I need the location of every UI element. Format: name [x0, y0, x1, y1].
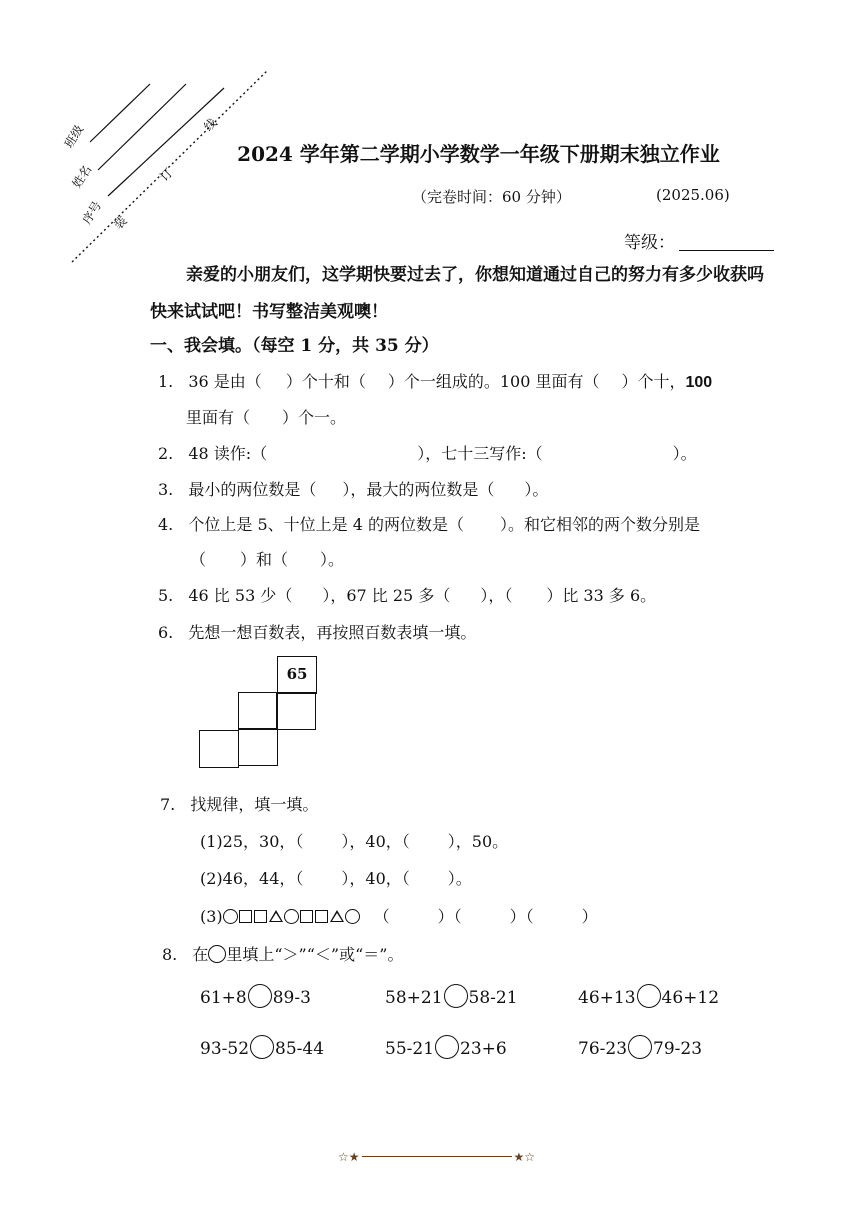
question-5	[158, 583, 656, 606]
hundred-chart-box[interactable]	[276, 692, 316, 730]
seat-label: 序号	[79, 198, 105, 227]
q4-line2-b: ）和（	[240, 550, 289, 569]
q1-part-c: ）个一组成的。100 里面有（	[387, 372, 600, 391]
intro-line-2: 快来试试吧！书写整洁美观噢！	[150, 302, 388, 322]
binding-margin	[28, 70, 278, 270]
q1-line-2: 里面有（ ）个一。	[186, 408, 347, 427]
circle-shape	[345, 909, 360, 924]
compare-circle[interactable]	[637, 984, 661, 1008]
compare-item	[385, 984, 518, 1008]
hundred-chart-box-given: 65	[277, 656, 317, 694]
compare-right: 23+6	[460, 1039, 507, 1059]
pattern-sequence	[223, 907, 360, 926]
compare-circle[interactable]	[435, 1035, 459, 1059]
q4-number: 4.	[158, 515, 174, 534]
triangle-shape	[330, 910, 344, 922]
compare-left: 58+21	[385, 988, 443, 1008]
square-shape	[239, 910, 252, 923]
hundred-chart-box[interactable]	[199, 730, 239, 768]
exam-date: (2025.06)	[656, 186, 730, 204]
q8-text-b: 里填上“＞”“＜”或“＝”。	[226, 945, 404, 964]
q7-1-b: ），40，（	[341, 832, 410, 851]
q8-text-a: 在	[192, 945, 209, 964]
q2-number: 2.	[158, 444, 174, 463]
footer-ornament	[338, 1150, 535, 1164]
compare-item	[200, 984, 311, 1008]
q8-number: 8.	[162, 945, 178, 964]
q6-number: 6.	[158, 623, 174, 642]
q7-2-c: ）。	[447, 869, 472, 888]
compare-item	[578, 1035, 702, 1059]
name-label: 姓名	[69, 162, 95, 191]
square-shape	[315, 910, 328, 923]
square-shape	[254, 910, 267, 923]
q1-number: 1.	[158, 372, 174, 391]
q7-3-label: (3)	[200, 907, 223, 926]
compare-item	[200, 1035, 324, 1059]
circle-icon	[208, 945, 226, 963]
q3-part-b: ），最大的两位数是（	[342, 480, 495, 499]
hundred-chart-box[interactable]	[238, 728, 278, 766]
q7-part-3	[200, 904, 598, 927]
q1-part-e: 100	[685, 374, 713, 391]
section-heading: 一、我会填。（每空 1 分，共 35 分）	[150, 336, 439, 356]
q4-part-b: ）。和它相邻的两个数分别是	[499, 515, 700, 534]
xian-char: 线	[201, 115, 220, 135]
class-label: 班级	[61, 122, 87, 151]
compare-right: 85-44	[275, 1039, 325, 1059]
compare-item	[578, 984, 719, 1008]
grade-label: 等级：	[624, 233, 675, 253]
q5-number: 5.	[158, 586, 174, 605]
q2-part-a: 48 读作:（	[188, 444, 268, 463]
compare-circle[interactable]	[628, 1035, 652, 1059]
q7-3-blanks[interactable]: （ ）（ ）（ ）	[373, 907, 598, 926]
compare-item	[385, 1035, 507, 1059]
q5-part-a: 46 比 53 少（	[188, 586, 293, 605]
compare-right: 79-23	[653, 1039, 703, 1059]
compare-left: 76-23	[578, 1039, 628, 1059]
compare-left: 61+8	[200, 988, 247, 1008]
q4-line-2	[190, 547, 344, 570]
time-limit: （完卷时间：60 分钟）	[412, 188, 571, 206]
compare-right: 89-3	[272, 988, 311, 1008]
triangle-shape	[269, 910, 283, 922]
question-8	[162, 942, 403, 965]
ding-char: 订	[157, 165, 176, 185]
q1-part-a: 36 是由（	[188, 372, 262, 391]
compare-left: 46+13	[578, 988, 636, 1008]
q7-number: 7.	[160, 795, 176, 814]
q7-1-a: 25，30，（	[222, 832, 304, 851]
q2-part-c: ）。	[672, 444, 697, 463]
circle-shape	[284, 909, 299, 924]
q5-part-b: ），67 比 25 多（	[322, 586, 451, 605]
q7-2-label: (2)	[200, 869, 223, 888]
compare-circle[interactable]	[250, 1035, 274, 1059]
compare-left: 55-21	[385, 1039, 435, 1059]
q7-part-1	[200, 829, 508, 852]
q7-2-a: 46，44，（	[222, 869, 304, 888]
q7-2-b: ），40，（	[341, 869, 410, 888]
compare-left: 93-52	[200, 1039, 250, 1059]
question-6	[158, 620, 476, 643]
q7-1-c: ），50。	[447, 832, 509, 851]
footer-divider	[362, 1156, 512, 1157]
q7-text: 找规律，填一填。	[190, 795, 319, 814]
q5-part-c: ），（	[480, 586, 513, 605]
q4-line2-a: （	[190, 550, 207, 569]
q3-part-c: ）。	[524, 480, 549, 499]
question-7	[160, 792, 318, 815]
question-4	[158, 512, 700, 535]
question-3	[158, 477, 548, 500]
intro-line-1: 亲爱的小朋友们，这学期快要过去了，你想知道通过自己的努力有多少收获吗	[186, 265, 764, 285]
grade-blank[interactable]	[679, 250, 774, 251]
q3-part-a: 最小的两位数是（	[188, 480, 317, 499]
compare-circle[interactable]	[248, 984, 272, 1008]
q1-part-b: ）个十和（	[285, 372, 366, 391]
zhuang-char: 装	[111, 213, 130, 233]
q3-number: 3.	[158, 480, 174, 499]
q4-part-a: 个位上是 5、十位上是 4 的两位数是（	[188, 515, 464, 534]
q7-part-2	[200, 866, 472, 889]
q4-line2-c: ）。	[320, 550, 345, 569]
circle-shape	[223, 909, 238, 924]
star-icon: ★☆	[513, 1150, 536, 1164]
q1-part-d: ）个十，	[621, 372, 686, 391]
compare-circle[interactable]	[444, 984, 468, 1008]
compare-right: 58-21	[468, 988, 518, 1008]
page-title: 2024 学年第二学期小学数学一年级下册期末独立作业	[237, 142, 720, 166]
compare-right: 46+12	[661, 988, 720, 1008]
q5-part-d: ）比 33 多 6。	[546, 586, 657, 605]
q7-1-label: (1)	[200, 832, 223, 851]
q6-text: 先想一想百数表，再按照百数表填一填。	[188, 623, 477, 642]
q2-part-b: ），七十三写作:（	[417, 444, 543, 463]
question-2	[158, 441, 697, 464]
hundred-chart-box[interactable]	[238, 692, 278, 730]
question-1	[158, 369, 712, 392]
star-icon: ☆★	[338, 1150, 360, 1164]
square-shape	[300, 910, 313, 923]
grade-field	[624, 228, 774, 253]
binding-lines	[28, 70, 278, 270]
